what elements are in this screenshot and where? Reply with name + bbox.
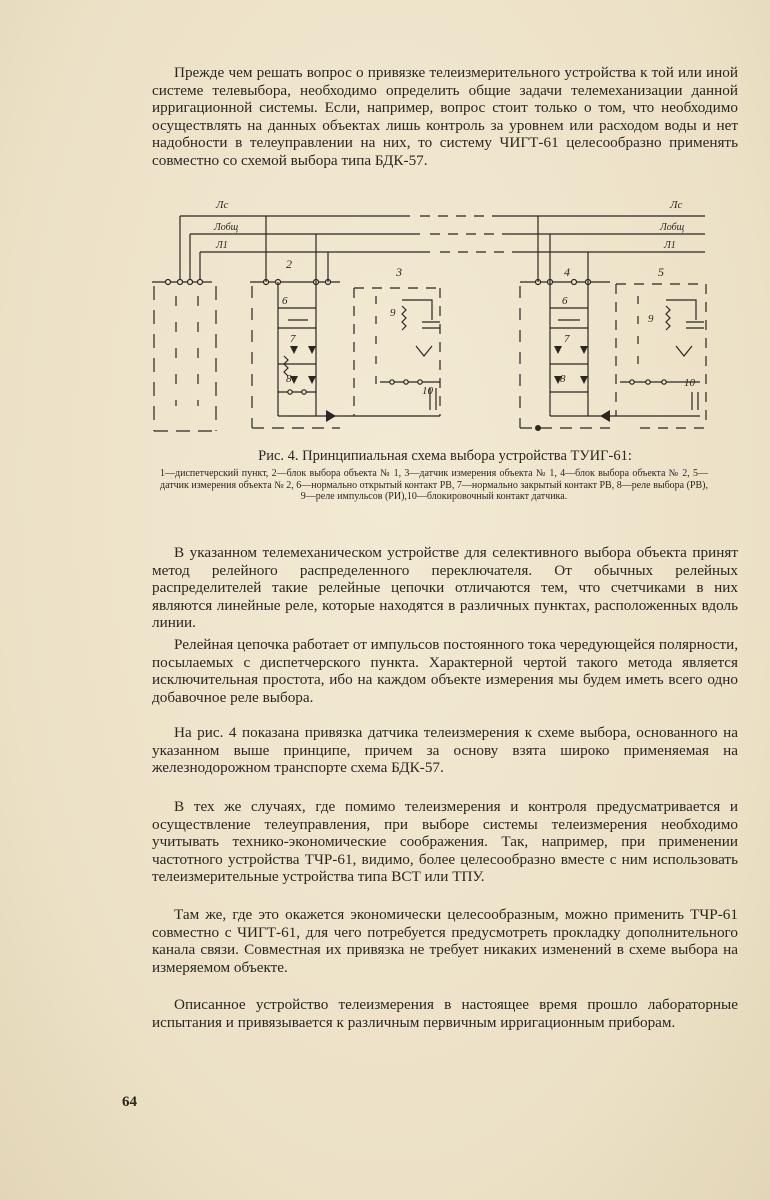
block-selection-1 — [250, 216, 440, 428]
element-label-7: 7 — [290, 333, 296, 345]
circuit-diagram — [140, 196, 720, 446]
block-label-5: 5 — [658, 265, 664, 279]
line-label-lc: Лс — [216, 199, 229, 211]
element-label-6: 6 — [282, 295, 288, 307]
element-label-6-b: 6 — [562, 295, 568, 307]
element-label-10: 10 — [422, 385, 433, 397]
element-label-10-b: 10 — [684, 377, 695, 389]
paragraph-conclusion: Описанное устройство телеизмерения в настоящее время прошло лабораторные испытания и привязывается к различным первичным ирригационным приборам. — [152, 996, 738, 1031]
paragraph-relay-chain: Релейная цепочка работает от импульсов постоянного тока чередующейся полярности, посылаемых с диспетчерского пункта. Характерной чертой такого метода является исключительная простота, ибо на каждом объекте измерения мы будем иметь всего одно добавочное реле выбора. — [152, 636, 738, 706]
figure-caption-title: Рис. 4. Принципиальная схема выбора устройства ТУИГ-61: — [258, 448, 632, 464]
line-label-lobsh: Лобщ — [214, 222, 239, 233]
paragraph-combined-use: Там же, где это окажется экономически целесообразным, можно применить ТЧР-61 совместно с ЧИГТ-61, для чего потребуется предусмотреть прокладку дополнительного канала связи. Совместная их привязка не требует никаких изменений в схеме выбора на измеряемом объекте. — [152, 906, 738, 976]
page-number: 64 — [122, 1094, 137, 1110]
block-dispatcher — [152, 280, 216, 432]
element-label-9-b: 9 — [648, 313, 654, 325]
element-label-8: 8 — [286, 373, 292, 385]
paragraph-intro: Прежде чем решать вопрос о привязке телеизмерительного устройства к той или иной системе телевыбора, необходимо определить общие задачи телемеханизации данной ирригационной системы. Если, например, вопрос стоит только о том, что необходимо осуществлять на данных объектах лишь контроль за уровнем или расходом воды и нет надобности в телеуправлении на них, то систему ЧИГТ-61 целесообразно применять совместно со схемой выбора типа БДК-57. — [152, 64, 738, 169]
element-label-7-b: 7 — [564, 333, 570, 345]
paragraph-relay-method: В указанном телемеханическом устройстве для селективного выбора объекта принят метод релейного распределенного переключателя. От обычных релейных распределителей такие релейные цепочки отличаются тем, что счетчиками в них являются линейные реле, которые находятся в различных пунктах, расположенных вдоль линии. — [152, 544, 738, 632]
line-label-l1: Л1 — [216, 240, 228, 251]
block-label-4: 4 — [564, 265, 570, 279]
line-label-l1-right: Л1 — [664, 240, 676, 251]
bus-lines — [180, 216, 705, 282]
figure-caption-legend: 1—диспетчерский пункт, 2—блок выбора объекта № 1, 3—датчик измерения объекта № 1, 4—блок выбора объекта № 2, 5—датчик измерения объекта № 2, 6—нормально открытый контакт РВ, 7—нормально закрытый контакт РВ, 8—реле выбора (РВ), 9—реле импульсов (РИ),10—блокировочный контакт датчика. — [160, 468, 708, 502]
block-sensor-2 — [616, 265, 706, 428]
element-label-8-b: 8 — [560, 373, 566, 385]
paragraph-figure-reference: На рис. 4 показана привязка датчика телеизмерения к схеме выбора, основанного на указанном выше принципе, причем за основу взята широко применяемая на железнодорожном транспорте схема БДК-57. — [152, 724, 738, 777]
line-label-lobsh-right: Лобщ — [660, 222, 685, 233]
block-label-2: 2 — [286, 257, 292, 271]
element-label-9: 9 — [390, 307, 396, 319]
line-label-lc-right: Лс — [670, 199, 683, 211]
block-label-3: 3 — [396, 265, 402, 279]
block-sensor-1 — [354, 265, 440, 416]
paragraph-telecontrol: В тех же случаях, где помимо телеизмерения и контроля предусматривается и осуществление телеуправления, при выборе системы телеизмерения необходимо учитывать технико-экономические соображения. Так, например, при применении частотного устройства ТЧР-61, видимо, более целесообразно вместе с ним использовать телеизмерительные устройства типа ВСТ или ТПУ. — [152, 798, 738, 886]
